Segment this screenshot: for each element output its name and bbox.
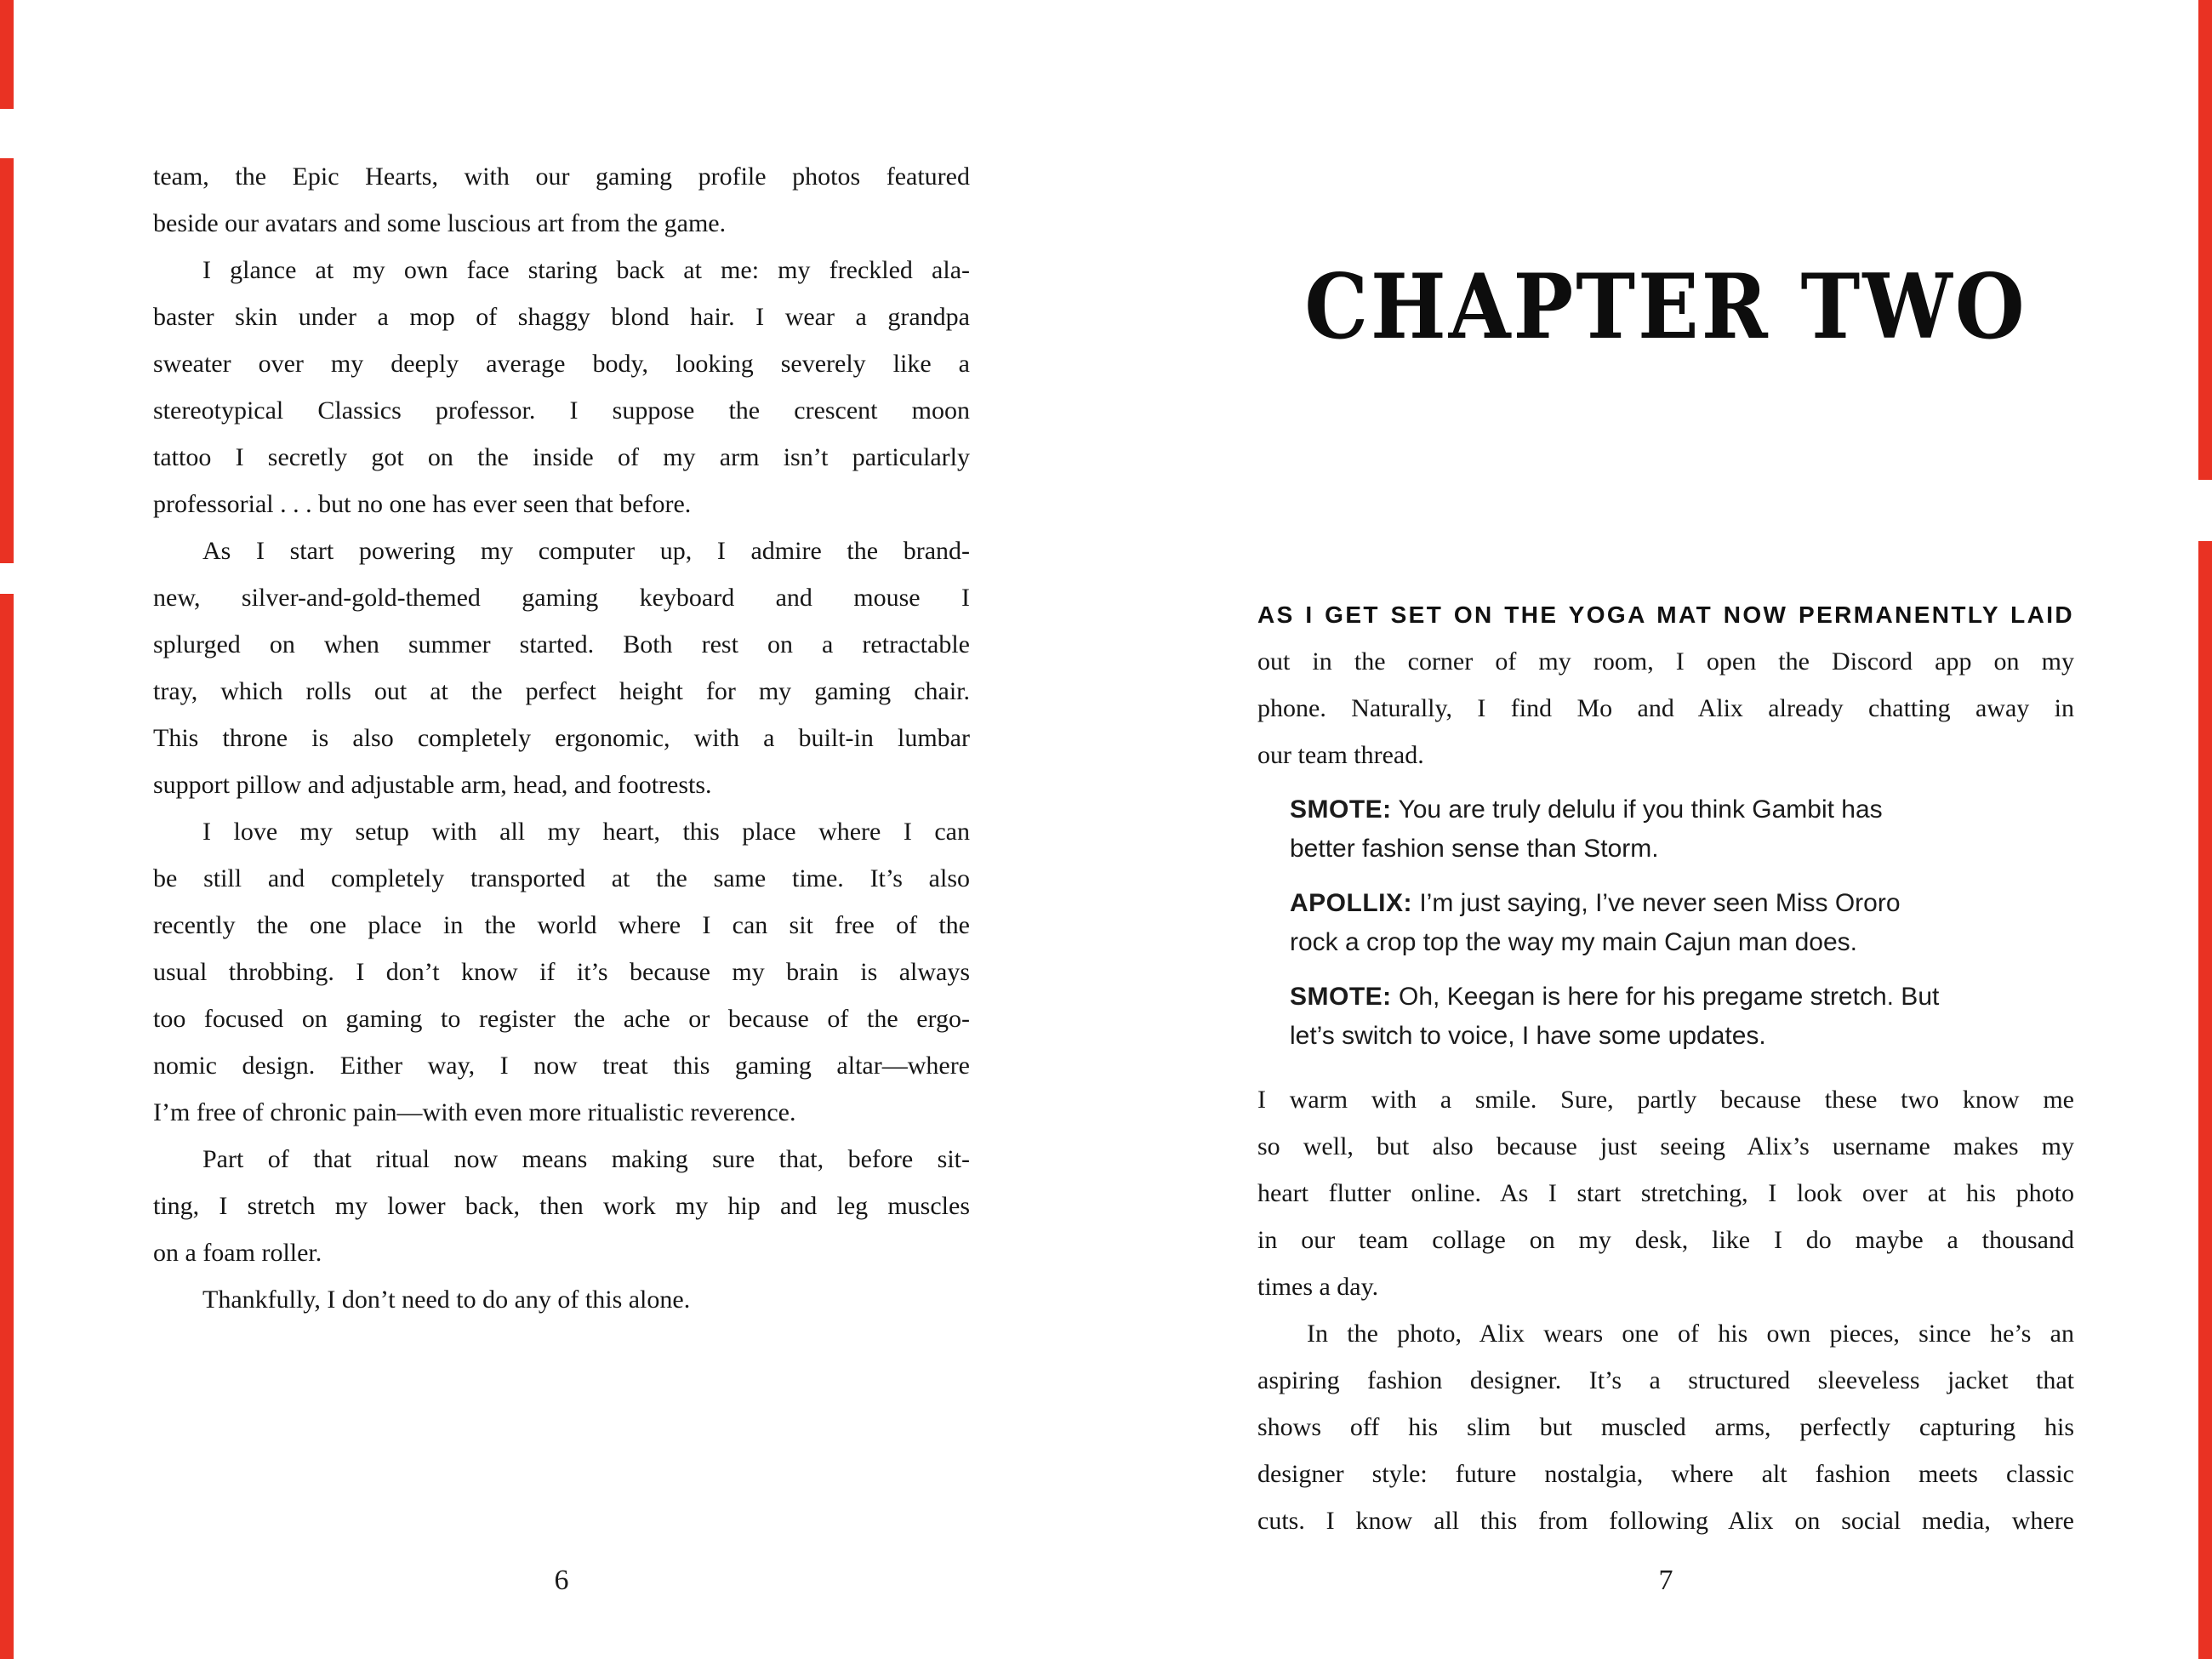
left-page-number: 6 — [554, 1565, 569, 1596]
chat-speaker: APOLLIX: — [1290, 889, 1412, 917]
right-page-number: 7 — [1658, 1565, 1673, 1596]
chat-message — [1290, 790, 1996, 869]
right-cover-edge — [2198, 0, 2212, 480]
text-line: in our team collage on my desk, like I do maybe a thousand — [1257, 1226, 2074, 1254]
text-line: shows off his slim but muscled arms, perfectly capturing his — [1257, 1413, 2074, 1441]
chat-message — [1290, 978, 1996, 1056]
text-line: ting, I stretch my lower back, then work my hip and leg muscles — [153, 1192, 970, 1220]
text-line: In the photo, Alix wears one of his own pieces, since he’s an — [1307, 1320, 2074, 1348]
text-line: tattoo I secretly got on the inside of my arm isn’t particularly — [153, 443, 970, 471]
text-line: nomic design. Either way, I now treat this gaming altar—where — [153, 1052, 970, 1080]
text-line: professorial . . . but no one has ever seen that before. — [153, 490, 692, 518]
text-line: splurged on when summer started. Both rest on a retractable — [153, 630, 970, 658]
text-line: Thankfully, I don’t need to do any of this alone. — [202, 1286, 691, 1314]
text-line: heart flutter online. As I start stretching, I look over at his photo — [1257, 1179, 2074, 1207]
text-line: Part of that ritual now means making sure that, before sit- — [202, 1145, 970, 1173]
text-line: times a day. — [1257, 1273, 1379, 1301]
text-line: I warm with a smile. Sure, partly because these two know me — [1257, 1086, 2074, 1114]
discord-chat-inset — [1290, 790, 1996, 1056]
text-line: I glance at my own face staring back at me: my freckled ala- — [202, 256, 970, 284]
opening-paragraph — [1257, 638, 2074, 778]
right-page-text — [1257, 591, 2074, 1544]
text-line: phone. Naturally, I find Mo and Alix already chatting away in — [1257, 694, 2074, 722]
left-cover-edge — [0, 158, 14, 563]
chat-line: let’s switch to voice, I have some updates. — [1290, 1022, 1766, 1050]
text-line: cuts. I know all this from following Alix on social media, where — [1257, 1507, 2074, 1535]
text-line: team, the Epic Hearts, with our gaming profile photos featured — [153, 162, 970, 191]
chat-line: rock a crop top the way my main Cajun man does. — [1290, 928, 1857, 956]
chat-line: SMOTE: You are truly delulu if you think Gambit has — [1290, 795, 1883, 824]
text-line: baster skin under a mop of shaggy blond hair. I wear a grandpa — [153, 303, 970, 331]
text-line: out in the corner of my room, I open the Discord app on my — [1257, 647, 2074, 676]
right-cover-edge — [2198, 541, 2212, 1659]
chapter-opening-kicker: AS I GET SET ON THE YOGA MAT NOW PERMANENTLY LAID — [1257, 601, 2074, 628]
chat-message — [1290, 884, 1996, 962]
text-line: This throne is also completely ergonomic, with a built-in lumbar — [153, 724, 970, 752]
chat-speaker: SMOTE: — [1290, 983, 1392, 1011]
text-line: As I start powering my computer up, I admire the brand- — [202, 537, 970, 565]
text-line: sweater over my deeply average body, looking severely like a — [153, 350, 970, 378]
left-cover-edge — [0, 0, 14, 109]
text-line: aspiring fashion designer. It’s a structured sleeveless jacket that — [1257, 1366, 2074, 1394]
text-line: so well, but also because just seeing Alix’s username makes my — [1257, 1132, 2074, 1160]
text-line: be still and completely transported at the same time. It’s also — [153, 864, 970, 892]
text-line: support pillow and adjustable arm, head, and footrests. — [153, 771, 712, 799]
text-line: recently the one place in the world where I can sit free of the — [153, 911, 970, 939]
chat-speaker: SMOTE: — [1290, 795, 1392, 824]
text-line: new, silver-and-gold-themed gaming keyboard and mouse I — [153, 584, 970, 612]
text-line: stereotypical Classics professor. I suppose the crescent moon — [153, 396, 970, 425]
left-page-text — [153, 153, 970, 1323]
left-cover-edge — [0, 594, 14, 1659]
text-line: beside our avatars and some luscious art from the game. — [153, 209, 727, 237]
chat-line: APOLLIX: I’m just saying, I’ve never seen Miss Ororo — [1290, 889, 1901, 917]
text-line: I’m free of chronic pain—with even more ritualistic reverence. — [153, 1098, 796, 1126]
text-line: on a foam roller. — [153, 1239, 322, 1267]
chat-line: SMOTE: Oh, Keegan is here for his pregame stretch. But — [1290, 983, 1940, 1011]
chat-line: better fashion sense than Storm. — [1290, 835, 1659, 863]
text-line: usual throbbing. I don’t know if it’s because my brain is always — [153, 958, 970, 986]
text-line: tray, which rolls out at the perfect height for my gaming chair. — [153, 677, 970, 705]
text-line: our team thread. — [1257, 741, 1424, 769]
chapter-heading: CHAPTER TWO — [1304, 254, 2027, 360]
closing-paragraphs — [1257, 1076, 2074, 1544]
text-line: designer style: future nostalgia, where alt fashion meets classic — [1257, 1460, 2074, 1488]
text-line: too focused on gaming to register the ache or because of the ergo- — [153, 1005, 970, 1033]
text-line: I love my setup with all my heart, this place where I can — [202, 818, 970, 846]
